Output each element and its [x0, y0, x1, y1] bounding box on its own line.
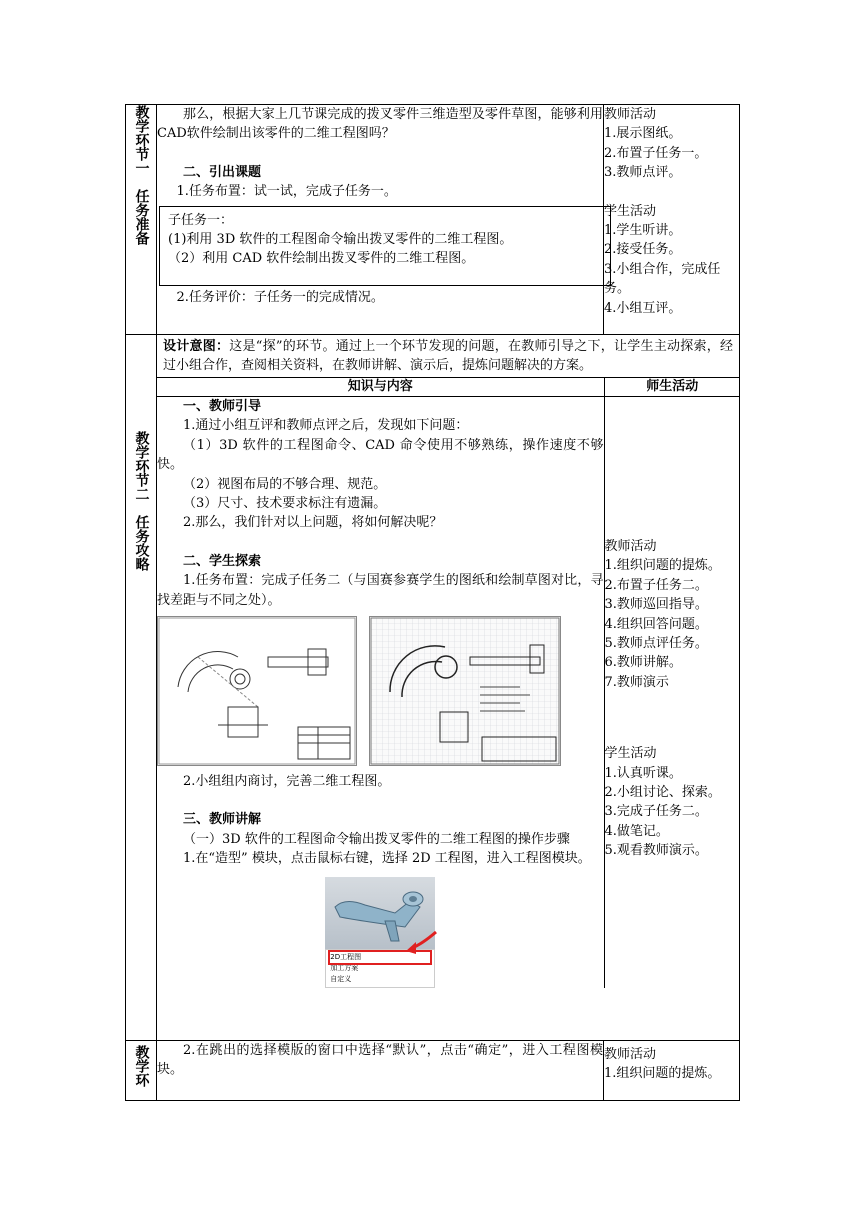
- teacher-activity-item: 4.组织回答问题。: [604, 616, 708, 632]
- design-intent-label: 设计意图：: [163, 339, 230, 354]
- menu-item-machining-plan[interactable]: 加工方案: [330, 963, 359, 972]
- drawing-comparison: [157, 616, 604, 766]
- content-paragraph: 2.在跳出的选择模版的窗口中选择“默认”，点击“确定”，进入工程图模块。: [157, 1043, 603, 1078]
- section-2-row: [126, 335, 740, 1041]
- section-1-label: [126, 105, 157, 335]
- content-paragraph: 2.那么，我们针对以上问题，将如何解决呢？: [183, 515, 443, 531]
- content-paragraph: 1.在“造型” 模块，点击鼠标右键，选择 2D 工程图，进入工程图模块。: [183, 851, 591, 867]
- task-evaluation: 2.任务评价：子任务一的完成情况。: [176, 289, 384, 305]
- student-activity-item: 1.认真听课。: [604, 765, 682, 781]
- task-assignment: 1.任务布置：试一试，完成子任务一。: [176, 184, 397, 200]
- student-activity-item: 2.接受任务。: [604, 242, 682, 258]
- section-1-content: [157, 105, 604, 335]
- subtask-item-2: （2）利用 CAD 软件绘制出拨叉零件的二维工程图。: [168, 251, 475, 267]
- section-heading: 二、学生探索: [183, 553, 262, 569]
- column-header-activities: 师生活动: [604, 378, 740, 397]
- student-activity-item: 3.小组合作，完成任务。: [604, 261, 721, 297]
- section-2-label-bottom: 任务攻略: [133, 515, 150, 571]
- section-1-activities: [604, 105, 740, 335]
- cad-drawing-image: [157, 616, 357, 766]
- column-header-row: [157, 378, 740, 397]
- subtask-box: [159, 206, 611, 286]
- hand-drawing-image: [369, 616, 561, 766]
- content-paragraph: （2）视图布局的不够合理、规范。: [183, 476, 387, 492]
- section-2-content: [157, 397, 604, 988]
- section-3-content: [157, 1041, 604, 1101]
- subtask-item-1: (1)利用 3D 软件的工程图命令输出拨叉零件的二维工程图。: [168, 232, 513, 248]
- student-activity-item: 4.小组互评。: [604, 300, 682, 316]
- content-paragraph: （1）3D 软件的工程图命令、CAD 命令使用不够熟练，操作速度不够快。: [157, 437, 604, 473]
- student-activity-item: 1.学生听讲。: [604, 223, 682, 239]
- teacher-activity-item: 1.组织问题的提炼。: [604, 558, 721, 574]
- teacher-activity-item: 3.教师巡回指导。: [604, 597, 708, 613]
- teacher-activity-title: 教师活动: [604, 1047, 657, 1062]
- intro-paragraph: 那么，根据大家上几节课完成的拨叉零件三维造型及零件草图，能够利用CAD软件绘制出该零件的二维工程图吗？: [157, 107, 603, 142]
- section-heading: 三、教师讲解: [183, 812, 262, 828]
- teacher-activity-item: 7.教师演示: [604, 674, 669, 690]
- design-intent: [157, 335, 739, 377]
- student-activity-title: 学生活动: [604, 746, 657, 762]
- teacher-activity-item: 5.教师点评任务。: [604, 636, 708, 652]
- section-2-inner-table: [157, 377, 740, 988]
- section-heading: 一、教师引导: [183, 399, 262, 414]
- lesson-plan-table: [125, 104, 740, 1101]
- teacher-activity-item: 2.布置子任务一。: [604, 145, 708, 161]
- menu-item-2d-drawing[interactable]: 2D工程图: [330, 952, 430, 963]
- content-paragraph: （3）尺寸、技术要求标注有遗漏。: [183, 496, 387, 512]
- column-header-content: 知识与内容: [157, 378, 604, 397]
- student-activity-item: 5.观看教师演示。: [604, 843, 708, 859]
- section-1-row: [126, 105, 740, 335]
- section-3-activities: [604, 1041, 740, 1101]
- content-paragraph: （一）3D 软件的工程图命令输出拨叉零件的二维工程图的操作步骤: [183, 831, 570, 847]
- teacher-activity-item: 3.教师点评。: [604, 165, 682, 181]
- section-1-label-top: 教学环节一: [133, 105, 150, 175]
- student-activity-title: 学生活动: [604, 203, 657, 219]
- teacher-activity-title: 教师活动: [604, 107, 657, 122]
- content-paragraph: 1.任务布置：完成子任务二（与国赛参赛学生的图纸和绘制草图对比，寻找差距与不同之处）。: [157, 573, 604, 608]
- section-2-body: [157, 335, 740, 1041]
- student-activity-item: 4.做笔记。: [604, 823, 669, 839]
- menu-item-custom[interactable]: 自定义: [330, 974, 352, 983]
- section-2-label: [126, 335, 157, 1041]
- content-paragraph: 1.通过小组互评和教师点评之后，发现如下问题：: [183, 418, 469, 434]
- context-menu: [325, 949, 435, 988]
- section-3-label: [126, 1041, 157, 1101]
- section-2-activities: [604, 397, 740, 988]
- teacher-activity-item: 1.展示图纸。: [604, 126, 682, 142]
- subtask-title: 子任务一：: [168, 212, 234, 228]
- design-intent-text: 这是“探”的环节。通过上一个环节发现的问题，在教师引导之下，让学生主动探索，经过小组合作，查阅相关资料，在教师讲解、演示后，提炼问题解决的方案。: [163, 339, 733, 373]
- student-activity-item: 3.完成子任务二。: [604, 804, 708, 820]
- teacher-activity-item: 6.教师讲解。: [604, 655, 682, 671]
- section-3-row: [126, 1041, 740, 1101]
- section-2-label-top: 教学环节二: [133, 431, 150, 501]
- software-screenshot: [325, 877, 435, 988]
- student-activity-item: 2.小组讨论、探索。: [604, 785, 721, 801]
- section-heading: 二、引出课题: [183, 164, 262, 180]
- content-paragraph: 2.小组组内商讨，完善二维工程图。: [183, 774, 391, 790]
- teacher-activity-title: 教师活动: [604, 539, 657, 554]
- red-arrow-icon: [404, 930, 440, 956]
- section-3-label-top: 教学环: [133, 1045, 150, 1087]
- teacher-activity-item: 1.组织问题的提炼。: [604, 1066, 721, 1082]
- section-1-label-bottom: 任务准备: [133, 189, 150, 245]
- teacher-activity-item: 2.布置子任务二。: [604, 577, 708, 593]
